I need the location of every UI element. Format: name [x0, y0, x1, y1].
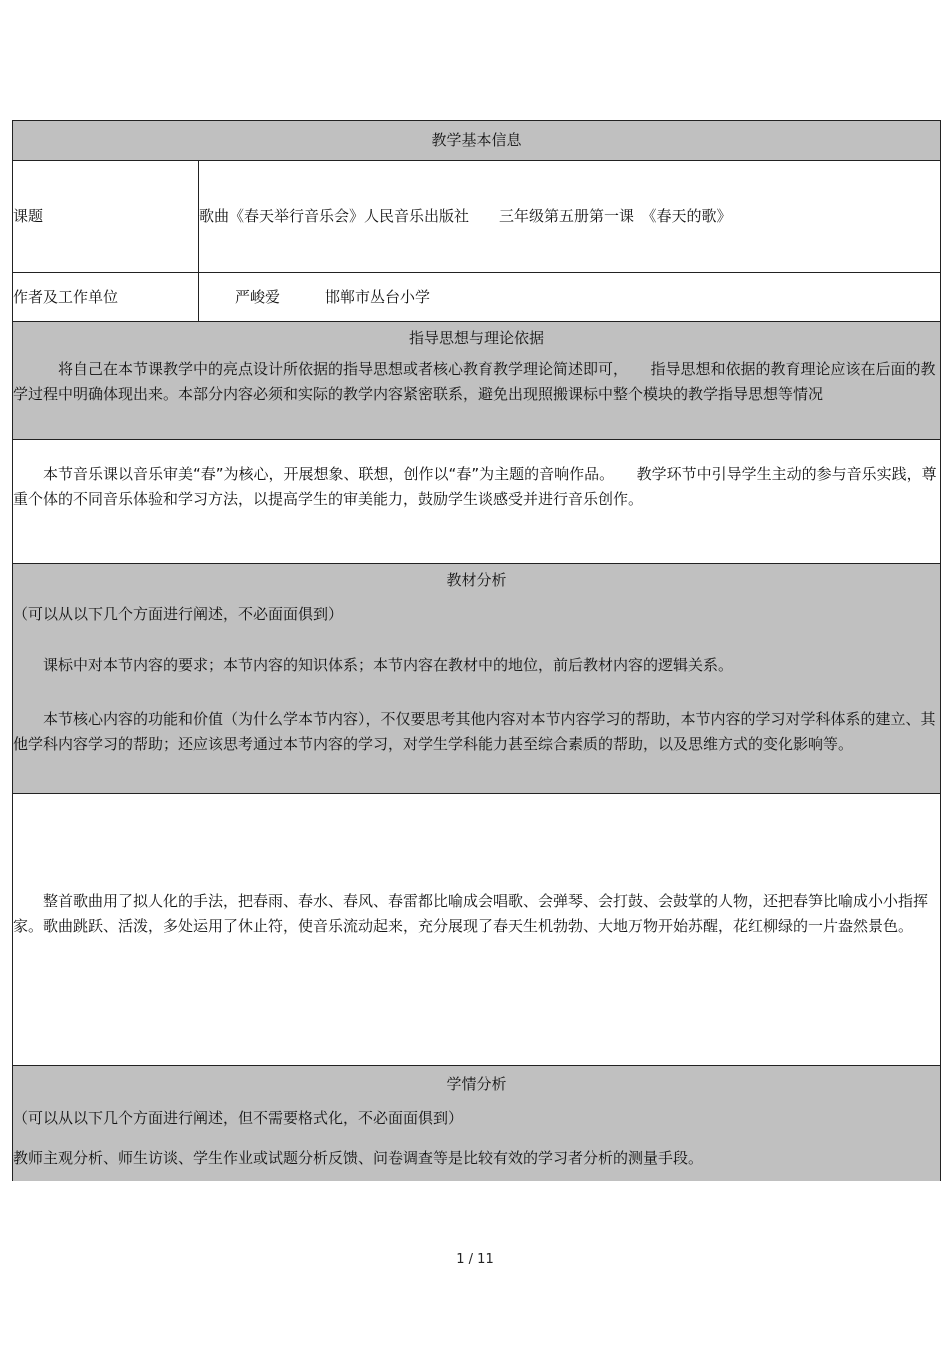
topic-row: [13, 160, 940, 272]
material-content-row: [13, 793, 940, 1065]
material-point-2: 本节核心内容的功能和价值（为什么学本节内容），不仅要思考其他内容对本节内容学习的帮助，本节内容的学习对学科体系的建立、其他学科内容学习的帮助；还应该思考通过本节内容的学习，对学生学科能力甚至综合素质的帮助，以及思维方式的变化影响等。: [13, 710, 936, 753]
guiding-content: 本节音乐课以音乐审美“春”为核心，开展想象、联想，创作以“春”为主题的音响作品。 教学环节中引导学生主动的参与音乐实践，尊重个体的不同音乐体验和学习方法，以提高学生的审美能力，鼓励学生谈感受并进行音乐创作。: [13, 465, 937, 508]
label-column-divider: [198, 160, 199, 321]
material-point-1: 课标中对本节内容的要求；本节内容的知识体系；本节内容在教材中的地位，前后教材内容的逻辑关系。: [13, 656, 734, 674]
basic-info-header-row: [13, 121, 940, 160]
material-header: 教材分析: [446, 571, 507, 589]
author-row: [13, 272, 940, 321]
material-content: 整首歌曲用了拟人化的手法，把春雨、春水、春风、春雷都比喻成会唱歌、会弹琴、会打鼓、会鼓掌的人物，还把春笋比喻成小小指挥家。歌曲跳跃、活泼，多处运用了休止符，使音乐流动起来，充分展现了春天生机勃勃、大地万物开始苏醒，花红柳绿的一片盎然景色。: [13, 892, 929, 935]
guiding-header: 指导思想与理论依据: [408, 329, 544, 347]
learner-content: 教师主观分析、师生访谈、学生作业或试题分析反馈、问卷调查等是比较有效的学习者分析的测量手段。: [13, 1149, 704, 1167]
guiding-content-row: [13, 439, 940, 563]
material-note: （可以从以下几个方面进行阐述，不必面面俱到）: [13, 605, 344, 623]
author-value: 严峻爱 邯郸市丛台小学: [235, 288, 431, 306]
learner-section: [13, 1065, 940, 1181]
guiding-instruction: 将自己在本节课教学中的亮点设计所依据的指导思想或者核心教育教学理论简述即可， 指导思想和依据的教育理论应该在后面的教学过程中明确体现出来。本部分内容必须和实际的教学内容紧密联系，避免出现照搬课标中整个模块的教学指导思想等情况: [13, 360, 936, 403]
guiding-section-header: [13, 321, 940, 439]
author-label: 作者及工作单位: [13, 288, 119, 306]
page-number: 1 / 11: [456, 1252, 494, 1267]
learner-note: （可以从以下几个方面进行阐述，但不需要格式化，不必面面俱到）: [13, 1109, 464, 1127]
topic-label: 课题: [13, 207, 44, 225]
topic-value: 歌曲《春天举行音乐会》人民音乐出版社 三年级第五册第一课 《春天的歌》: [199, 207, 732, 225]
learner-header: 学情分析: [446, 1075, 507, 1093]
lesson-plan-table: [12, 120, 941, 1181]
basic-info-header: 教学基本信息: [431, 131, 522, 149]
material-section-header: [13, 563, 940, 793]
